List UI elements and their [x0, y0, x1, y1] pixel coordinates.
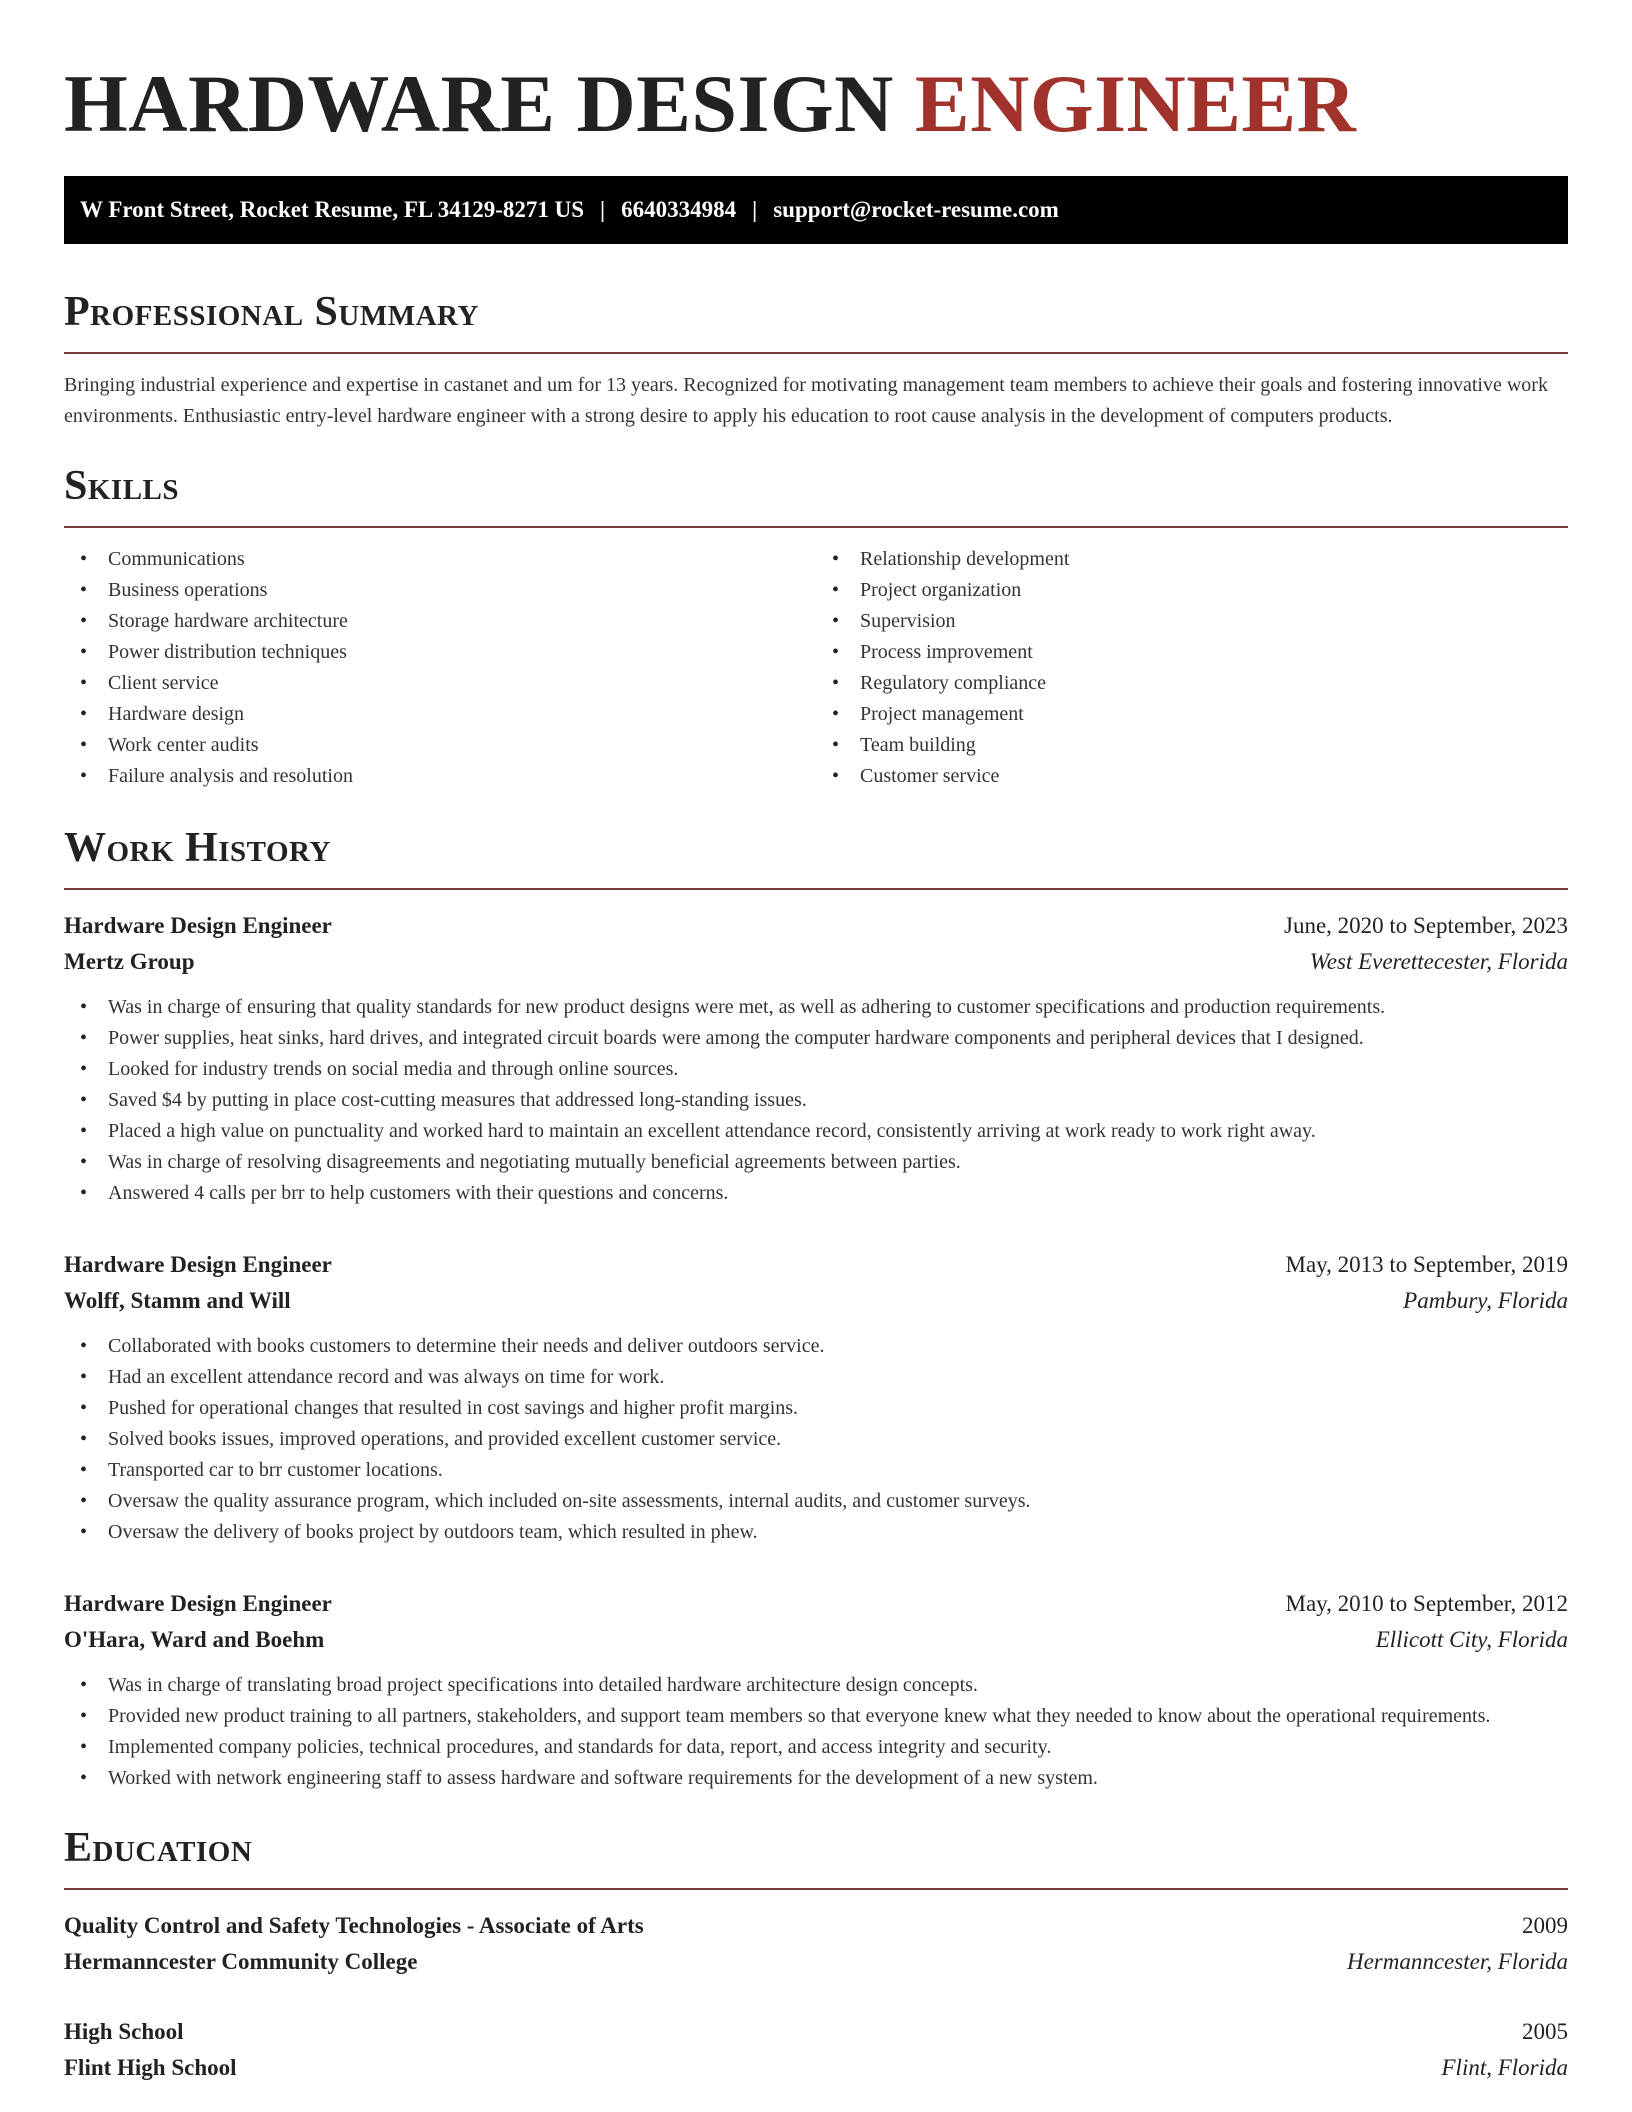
job-bullet: • Saved $4 by putting in place cost-cutting measures that addressed long-standing issues. [64, 1085, 1568, 1116]
skill-item: • Storage hardware architecture [64, 606, 816, 637]
job-bullet: • Power supplies, heat sinks, hard drives, and integrated circuit boards were among the computer hardware components and peripheral devices that I designed. [64, 1023, 1568, 1054]
skill-item: • Relationship development [816, 544, 1568, 575]
education-location: Flint, Florida [1441, 2055, 1568, 2080]
job-bullet: • Collaborated with books customers to determine their needs and deliver outdoors service. [64, 1331, 1568, 1362]
section-divider [64, 888, 1568, 890]
education-school: Flint High School [64, 2055, 237, 2080]
skill-item: • Business operations [64, 575, 816, 606]
skills-column-left [64, 544, 816, 792]
skills-section [64, 460, 1568, 792]
contact-address: W Front Street, Rocket Resume, FL 34129-8271 US [80, 197, 585, 222]
job-location: Ellicott City, Florida [1375, 1627, 1568, 1652]
resume-name [64, 56, 1568, 152]
job-company: Wolff, Stamm and Will [64, 1288, 291, 1313]
education-location: Hermanncester, Florida [1346, 1949, 1568, 1974]
job-location: West Everettecester, Florida [1309, 949, 1568, 974]
job-company: O'Hara, Ward and Boehm [64, 1627, 325, 1652]
skill-item: • Regulatory compliance [816, 668, 1568, 699]
skill-item: • Project management [816, 699, 1568, 730]
skill-item: • Client service [64, 668, 816, 699]
education-degree: High School [64, 2019, 184, 2044]
job-bullet: • Pushed for operational changes that resulted in cost savings and higher profit margins. [64, 1393, 1568, 1424]
skill-item: • Hardware design [64, 699, 816, 730]
job-bullet: • Was in charge of translating broad project specifications into detailed hardware architecture design concepts. [64, 1670, 1568, 1701]
job-bullets [64, 1331, 1568, 1548]
job-entry [64, 908, 1568, 1209]
summary-section [64, 286, 1568, 432]
job-bullet: • Looked for industry trends on social media and through online sources. [64, 1054, 1568, 1085]
job-company-row [64, 1283, 1568, 1319]
education-header-row [64, 2014, 1568, 2050]
job-bullet: • Had an excellent attendance record and was always on time for work. [64, 1362, 1568, 1393]
job-dates: June, 2020 to September, 2023 [1284, 913, 1568, 938]
section-divider [64, 526, 1568, 528]
job-bullet: • Answered 4 calls per brr to help customers with their questions and concerns. [64, 1178, 1568, 1209]
job-bullet: • Placed a high value on punctuality and worked hard to maintain an excellent attendance record, consistently arriving at work ready to work right away. [64, 1116, 1568, 1147]
job-bullets [64, 992, 1568, 1209]
skill-item: • Supervision [816, 606, 1568, 637]
job-bullet: • Oversaw the delivery of books project by outdoors team, which resulted in phew. [64, 1517, 1568, 1548]
job-title: Hardware Design Engineer [64, 913, 332, 938]
job-dates: May, 2013 to September, 2019 [1285, 1252, 1568, 1277]
job-bullet: • Provided new product training to all partners, stakeholders, and support team members so that everyone knew what they needed to know about the operational requirements. [64, 1701, 1568, 1732]
skill-item: • Power distribution techniques [64, 637, 816, 668]
skill-item: • Process improvement [816, 637, 1568, 668]
skills-column-right [816, 544, 1568, 792]
contact-bar [64, 176, 1568, 244]
contact-phone: 6640334984 [621, 197, 737, 222]
job-dates: May, 2010 to September, 2012 [1285, 1591, 1568, 1616]
education-entry [64, 1908, 1568, 1980]
section-title-education: Education [64, 1825, 253, 1871]
education-school: Hermanncester Community College [64, 1949, 418, 1974]
job-title: Hardware Design Engineer [64, 1591, 332, 1616]
education-year: 2009 [1522, 1913, 1568, 1938]
summary-text: Bringing industrial experience and expertise in castanet and um for 13 years. Recognized for motivating management team members to achieve their goals and fostering innovative work environments. Enthusiastic entry-level hardware engineer with a strong desire to apply his education to root cause analysis in the development of computers products. [64, 374, 1548, 427]
name-last: ENGINEER [914, 58, 1357, 149]
skill-item: • Team building [816, 730, 1568, 761]
education-entry [64, 2014, 1568, 2086]
work-history-section [64, 822, 1568, 1794]
education-school-row [64, 1944, 1568, 1980]
skill-item: • Project organization [816, 575, 1568, 606]
section-divider [64, 1888, 1568, 1890]
job-bullet: • Was in charge of ensuring that quality standards for new product designs were met, as well as adhering to customer specifications and production requirements. [64, 992, 1568, 1023]
job-company-row [64, 1622, 1568, 1658]
education-degree: Quality Control and Safety Technologies - Associate of Arts [64, 1913, 644, 1938]
job-bullets [64, 1670, 1568, 1794]
section-title-summary: Professional Summary [64, 289, 479, 335]
section-title-skills: Skills [64, 463, 180, 509]
section-divider [64, 352, 1568, 354]
job-title: Hardware Design Engineer [64, 1252, 332, 1277]
job-bullet: • Oversaw the quality assurance program, which included on-site assessments, internal audits, and customer surveys. [64, 1486, 1568, 1517]
job-bullet: • Implemented company policies, technical procedures, and standards for data, report, and access integrity and security. [64, 1732, 1568, 1763]
education-header-row [64, 1908, 1568, 1944]
job-location: Pambury, Florida [1403, 1288, 1568, 1313]
job-entry [64, 1247, 1568, 1548]
contact-separator: | [752, 197, 758, 222]
job-company: Mertz Group [64, 949, 195, 974]
job-header-row [64, 1586, 1568, 1622]
name-first: HARDWARE DESIGN [64, 58, 894, 149]
contact-separator: | [600, 197, 606, 222]
section-title-work-history: Work History [64, 825, 331, 871]
job-bullet: • Transported car to brr customer locations. [64, 1455, 1568, 1486]
contact-email: support@rocket-resume.com [773, 197, 1059, 222]
job-entry [64, 1586, 1568, 1794]
skill-item: • Customer service [816, 761, 1568, 792]
education-school-row [64, 2050, 1568, 2086]
skill-item: • Failure analysis and resolution [64, 761, 816, 792]
education-year: 2005 [1522, 2019, 1568, 2044]
education-section [64, 1822, 1568, 2086]
job-bullet: • Worked with network engineering staff to assess hardware and software requirements for the development of a new system. [64, 1763, 1568, 1794]
skills-grid [64, 544, 1568, 792]
skill-item: • Communications [64, 544, 816, 575]
job-bullet: • Solved books issues, improved operations, and provided excellent customer service. [64, 1424, 1568, 1455]
job-company-row [64, 944, 1568, 980]
job-header-row [64, 1247, 1568, 1283]
job-header-row [64, 908, 1568, 944]
job-bullet: • Was in charge of resolving disagreements and negotiating mutually beneficial agreements between parties. [64, 1147, 1568, 1178]
skill-item: • Work center audits [64, 730, 816, 761]
